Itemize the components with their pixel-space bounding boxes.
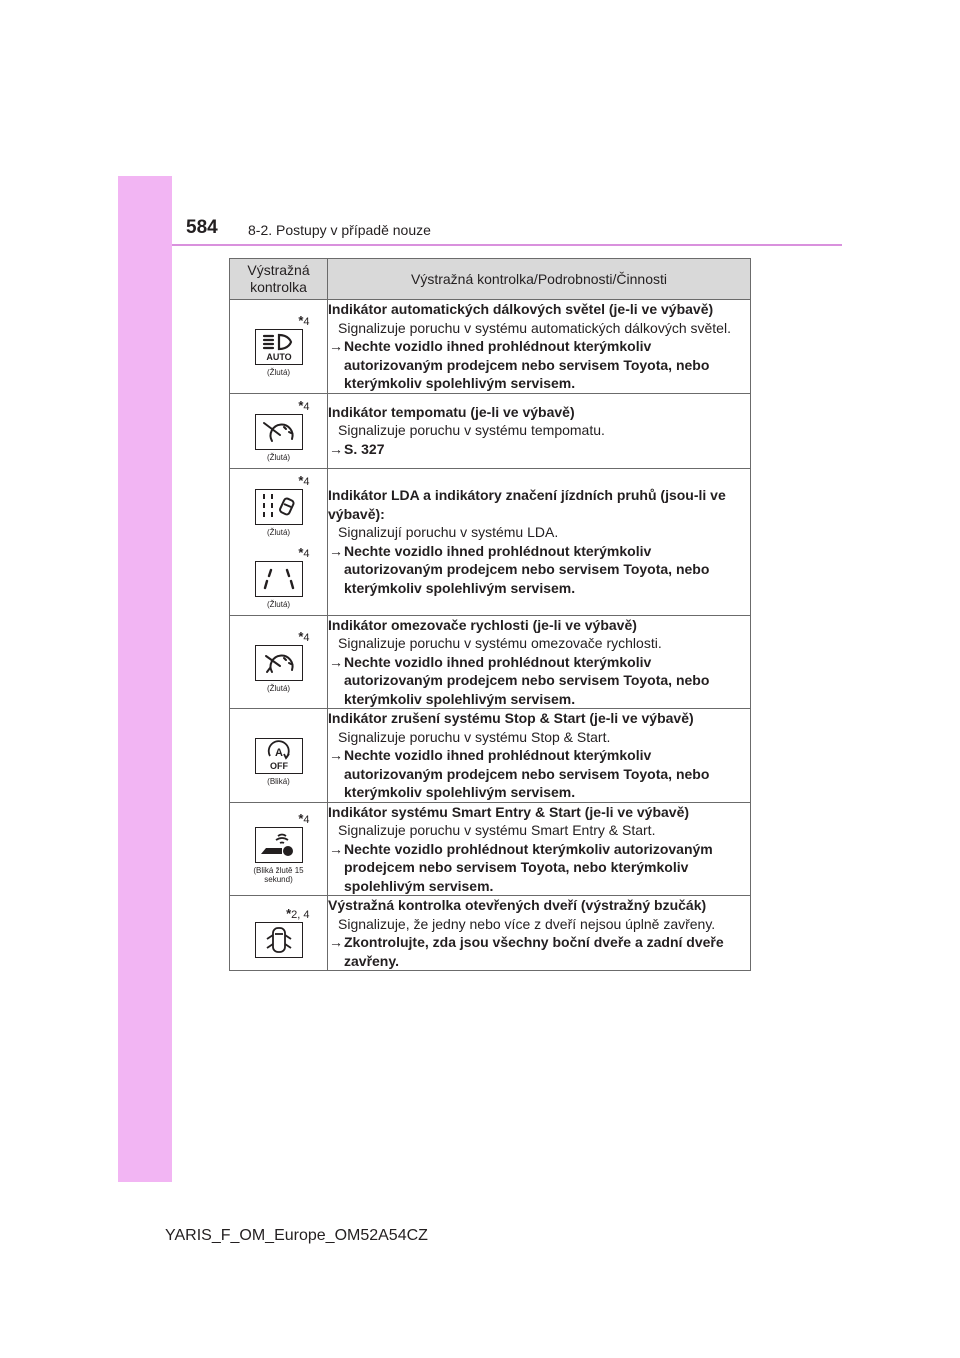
- indicator-title: Indikátor zrušení systému Stop & Start (je-li ve výbavě): [328, 710, 694, 726]
- warning-indicator: [251, 811, 310, 885]
- footnote-marker: [298, 313, 309, 328]
- warning-indicator: [251, 906, 310, 958]
- table-row: [230, 468, 751, 615]
- indicator-action: [328, 440, 750, 459]
- description-cell: [328, 615, 751, 709]
- indicator-action: [328, 337, 750, 393]
- footnote-marker: [298, 545, 309, 560]
- icon-cell: [230, 393, 328, 468]
- indicator-title: Indikátor automatických dálkových světel (je-li ve výbavě): [328, 301, 714, 317]
- warning-indicator: [251, 724, 307, 786]
- table-header-row: [230, 259, 751, 300]
- indicator-description: Signalizuje poruchu v systému tempomatu.: [338, 422, 605, 439]
- footnote-marker: [298, 629, 309, 644]
- action-text: Nechte vozidlo ihned prohlédnout kterýmkoliv autorizovaným prodejcem nebo servisem Toyota, nebo kterýmkoliv spolehlivým servisem.: [344, 338, 710, 391]
- arrow-icon: →: [329, 653, 343, 670]
- footnote-star: *: [298, 811, 304, 827]
- description-column-header: Výstražná kontrolka/Podrobnosti/Činnosti: [328, 259, 751, 300]
- page-number: 584: [186, 217, 218, 238]
- indicator-color-note: (Bliká žlutě 15 sekund): [253, 866, 304, 885]
- icon-cell: [230, 709, 328, 803]
- footnote-ref: 4: [303, 475, 310, 488]
- lda-icon: [255, 489, 303, 525]
- indicator-action: [328, 653, 750, 709]
- table-row: [230, 802, 751, 896]
- header-rule: [172, 244, 842, 246]
- indicator-action: [328, 542, 750, 598]
- arrow-icon: →: [329, 542, 343, 559]
- indicator-color-note: (Žlutá): [266, 368, 291, 378]
- footnote-ref: 4: [303, 400, 310, 413]
- icon-cell: [230, 615, 328, 709]
- section-title: 8-2. Postupy v případě nouze: [248, 222, 431, 238]
- indicator-description: Signalizuje, že jedny nebo více z dveří nejsou úplně zavřeny.: [338, 915, 716, 932]
- arrow-icon: →: [329, 934, 343, 950]
- footnote-marker: [298, 398, 309, 413]
- indicator-color-note: (Žlutá): [266, 452, 291, 462]
- indicator-action: [328, 840, 750, 896]
- footnote-marker: [286, 906, 309, 921]
- footnote-star: *: [286, 906, 292, 921]
- warning-indicator: [251, 313, 310, 378]
- footnote-star: *: [298, 472, 304, 488]
- stop-start-off-icon: [255, 738, 303, 774]
- table-row: [230, 615, 751, 709]
- table-row: [230, 709, 751, 803]
- indicator-action: [328, 933, 750, 970]
- open-door-icon: [255, 922, 303, 958]
- action-text: Nechte vozidlo prohlédnout kterýmkoliv autorizovaným prodejcem nebo servisem Toyota, nebo kterýmkoliv spolehlivým servisem.: [344, 840, 713, 894]
- svg-text:AUTO: AUTO: [265, 352, 292, 363]
- speed-limiter-icon: [255, 645, 303, 681]
- arrow-icon: →: [329, 747, 343, 763]
- description-cell: [328, 709, 751, 803]
- action-text: Nechte vozidlo ihned prohlédnout kterýmkoliv autorizovaným prodejcem nebo servisem Toyota, nebo kterýmkoliv spolehlivým servisem.: [344, 542, 710, 596]
- chapter-tab-bar: [118, 176, 172, 1182]
- footnote-ref: 4: [303, 631, 310, 644]
- indicator-description: Signalizuje poruchu v systému Stop & Start.: [338, 728, 611, 745]
- indicator-color-note: (Bliká): [267, 777, 290, 787]
- warning-indicator: [251, 397, 310, 462]
- icon-cell: [230, 802, 328, 896]
- footnote-ref: 4: [303, 814, 310, 827]
- action-text: S. 327: [344, 440, 385, 457]
- arrow-icon: →: [329, 338, 343, 354]
- description-cell: [328, 468, 751, 615]
- svg-text:OFF: OFF: [269, 761, 288, 772]
- warning-indicator: [251, 628, 310, 693]
- footnote-ref: 4: [303, 547, 310, 560]
- footnote-marker: [298, 811, 309, 826]
- icon-cell: [230, 468, 328, 615]
- indicator-description: Signalizuje poruchu v systému automatických dálkových světel.: [338, 319, 731, 336]
- indicator-description: Signalizuje poruchu v systému Smart Entry & Start.: [338, 822, 656, 838]
- indicator-color-note: (Žlutá): [266, 599, 291, 609]
- icon-cell: [230, 300, 328, 394]
- footnote-ref: 2, 4: [291, 909, 310, 921]
- action-text: Nechte vozidlo ihned prohlédnout kterýmkoliv autorizovaným prodejcem nebo servisem Toyota, nebo kterýmkoliv spolehlivým servisem.: [344, 747, 710, 800]
- indicator-description: Signalizuje poruchu v systému omezovače rychlosti.: [338, 635, 662, 651]
- indicator-title: Indikátor LDA a indikátory značení jízdních pruhů (jsou-li ve výbavě):: [328, 487, 726, 522]
- action-text: Nechte vozidlo ihned prohlédnout kterýmkoliv autorizovaným prodejcem nebo servisem Toyota, nebo kterýmkoliv spolehlivým servisem.: [344, 653, 710, 707]
- svg-text:A: A: [274, 747, 283, 760]
- indicator-title: Výstražná kontrolka otevřených dveří (výstražný bzučák): [328, 897, 707, 913]
- icon-column-header: Výstražná kontrolka: [230, 259, 328, 300]
- table-row: [230, 300, 751, 394]
- indicator-color-note: (Žlutá): [266, 527, 291, 537]
- warning-indicator: [251, 544, 310, 609]
- indicator-action: [328, 746, 750, 802]
- icon-cell: [230, 896, 328, 971]
- arrow-icon: →: [329, 840, 343, 857]
- footnote-star: *: [298, 544, 304, 560]
- description-cell: [328, 896, 751, 971]
- document-code: YARIS_F_OM_Europe_OM52A54CZ: [165, 1227, 428, 1244]
- footnote-star: *: [298, 397, 304, 413]
- table-row: [230, 393, 751, 468]
- lane-marking-icon: [255, 561, 303, 597]
- warning-indicator: [251, 472, 310, 537]
- cruise-control-icon: [255, 414, 303, 450]
- indicator-title: Indikátor systému Smart Entry & Start (je-li ve výbavě): [328, 803, 690, 820]
- indicator-title: Indikátor omezovače rychlosti (je-li ve výbavě): [328, 616, 637, 633]
- indicator-description: Signalizují poruchu v systému LDA.: [338, 524, 559, 540]
- footnote-star: *: [298, 313, 304, 329]
- description-cell: [328, 300, 751, 394]
- auto-high-beam-icon: [255, 329, 303, 365]
- arrow-icon: →: [329, 440, 343, 457]
- description-cell: [328, 393, 751, 468]
- description-cell: [328, 802, 751, 896]
- footnote-ref: 4: [303, 316, 310, 329]
- footnote-marker: [298, 473, 309, 488]
- warning-light-table: [229, 258, 751, 971]
- table-row: [230, 896, 751, 971]
- smart-entry-icon: [255, 827, 303, 863]
- action-text: Zkontrolujte, zda jsou všechny boční dveře a zadní dveře zavřeny.: [344, 934, 724, 969]
- indicator-color-note: (Žlutá): [266, 683, 291, 693]
- footnote-star: *: [298, 628, 304, 644]
- indicator-title: Indikátor tempomatu (je-li ve výbavě): [328, 403, 575, 420]
